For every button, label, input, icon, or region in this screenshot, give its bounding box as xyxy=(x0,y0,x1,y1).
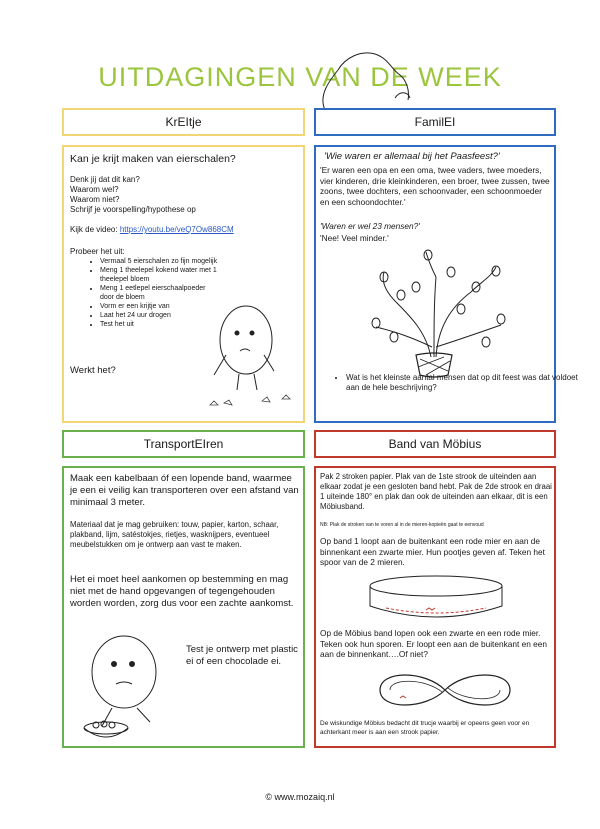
transport-arrival: Het ei moet heel aankomen op bestemming en mag niet met de hand opgevangen of tegengehouden worden worden, zorg dus voor een zachte aankomst. xyxy=(70,574,294,609)
header-band-van-mobius: Band van Möbius xyxy=(314,430,556,458)
think-line: Denk jij dat dit kan? xyxy=(70,175,140,184)
familei-bullet-list xyxy=(316,373,582,393)
egg-tree-drawing-icon xyxy=(356,247,516,377)
egg-basket-drawing-icon xyxy=(72,636,182,746)
familei-answer: 'Nee! Veel minder.' xyxy=(320,233,389,243)
mobius-panel xyxy=(314,466,556,748)
try-label: Probeer het uit: xyxy=(70,247,125,256)
step-item: • Vermaal 5 eierschalen zo fijn mogelijk xyxy=(100,257,220,266)
footer-copyright: © www.mozaiq.nl xyxy=(265,792,335,802)
ring-band-drawing-icon xyxy=(366,572,506,624)
mobius-p3: Op de Möbius band lopen ook een zwarte en een rode mier. Teken ook hun sporen. Er loopt een aan de buitenkant en een aan de binnenkant….Of niet? xyxy=(320,628,547,659)
kreitje-end-question: Werkt het? xyxy=(70,365,116,376)
transport-test: Test je ontwerp met plastic ei of een chocolade ei. xyxy=(186,644,298,667)
familei-quote1: 'Wie waren er allemaal bij het Paasfeest?' xyxy=(324,151,500,162)
video-label: Kijk de video: xyxy=(70,225,118,234)
worm-drawing-icon xyxy=(300,40,420,115)
mobius-strip-drawing-icon xyxy=(370,664,520,718)
kreitje-question: Kan je krijt maken van eierschalen? xyxy=(70,153,236,165)
familei-bullet: • Wat is het kleinste aantal mensen dat op dit feest was dat voldoet aan de hele beschrijving? xyxy=(346,373,582,393)
familei-quote2: 'Waren er wel 23 mensen?' xyxy=(320,221,420,231)
steps-list xyxy=(70,257,220,329)
think-line: Waarom wel? xyxy=(70,185,119,194)
kreitje-panel xyxy=(62,145,305,423)
mobius-p1: Pak 2 stroken papier. Plak van de 1ste strook de uiteinden aan elkaar zodat je een gesloten band hebt. Pak de 2de strook en draai 1 uiteinde 180° en plak dan ook de uiteinden aan elkaar, dit is een Möbiusband. xyxy=(320,472,552,511)
video-link[interactable]: https://youtu.be/veQ7Ow868CM xyxy=(119,225,234,234)
mobius-p4: De wiskundige Möbius bedacht dit trucje waarbij er opeens geen voor en achterkant meer is aan een strook papier. xyxy=(320,720,530,736)
header-familei: FamilEI xyxy=(314,108,556,136)
egg-character-icon xyxy=(204,295,304,415)
kreitje-think-list xyxy=(70,175,300,215)
step-item: • Vorm er een krijtje van xyxy=(100,302,220,311)
familei-paragraph: 'Er waren een opa en een oma, twee vaders, twee moeders, vier kinderen, drie kleinkinderen, een broer, twee zussen, twee zoons, twee dochters, een schoonvader, een schoonmoeder en een schoondochter.' xyxy=(320,165,550,207)
step-item: • Laat het 24 uur drogen xyxy=(100,311,220,320)
think-line: Waarom niet? xyxy=(70,195,120,204)
header-kreitje: KrEItje xyxy=(62,108,305,136)
transport-materials: Materiaal dat je mag gebruiken: touw, papier, karton, schaar, plakband, lijm, satéstokjes, rietjes, wasknijpers, eventueel meubelstukken om je ontwerp aan vast te maken. xyxy=(70,520,279,549)
video-line xyxy=(70,225,300,235)
step-item: • Test het uit xyxy=(100,320,220,329)
transporteiren-panel xyxy=(62,466,305,748)
think-line: Schrijf je voorspelling/hypothese op xyxy=(70,205,196,214)
page-title: UITDAGINGEN VAN DE WEEK xyxy=(98,62,502,92)
mobius-p2: Op band 1 loopt aan de buitenkant een rode mier en aan de binnenkant een zwarte mier. Hun pootjes geven af. Teken het spoor van de 2 mieren. xyxy=(320,536,545,567)
mobius-note: NB: Plak de stroken van te voren al in de mieren-kopieën gaat te eenvoud xyxy=(320,522,484,528)
step-item: • Meng 1 eetlepel eierschaalpoeder door de bloem xyxy=(100,284,220,302)
step-item: • Meng 1 theelepel kokend water met 1 theelepel bloem xyxy=(100,266,220,284)
header-transporteiren: TransportEIren xyxy=(62,430,305,458)
familei-panel xyxy=(314,145,578,423)
transport-intro: Maak een kabelbaan óf een lopende band, waarmee je een ei veilig kan transporteren over een afstand van minimaal 3 meter. xyxy=(70,473,299,508)
